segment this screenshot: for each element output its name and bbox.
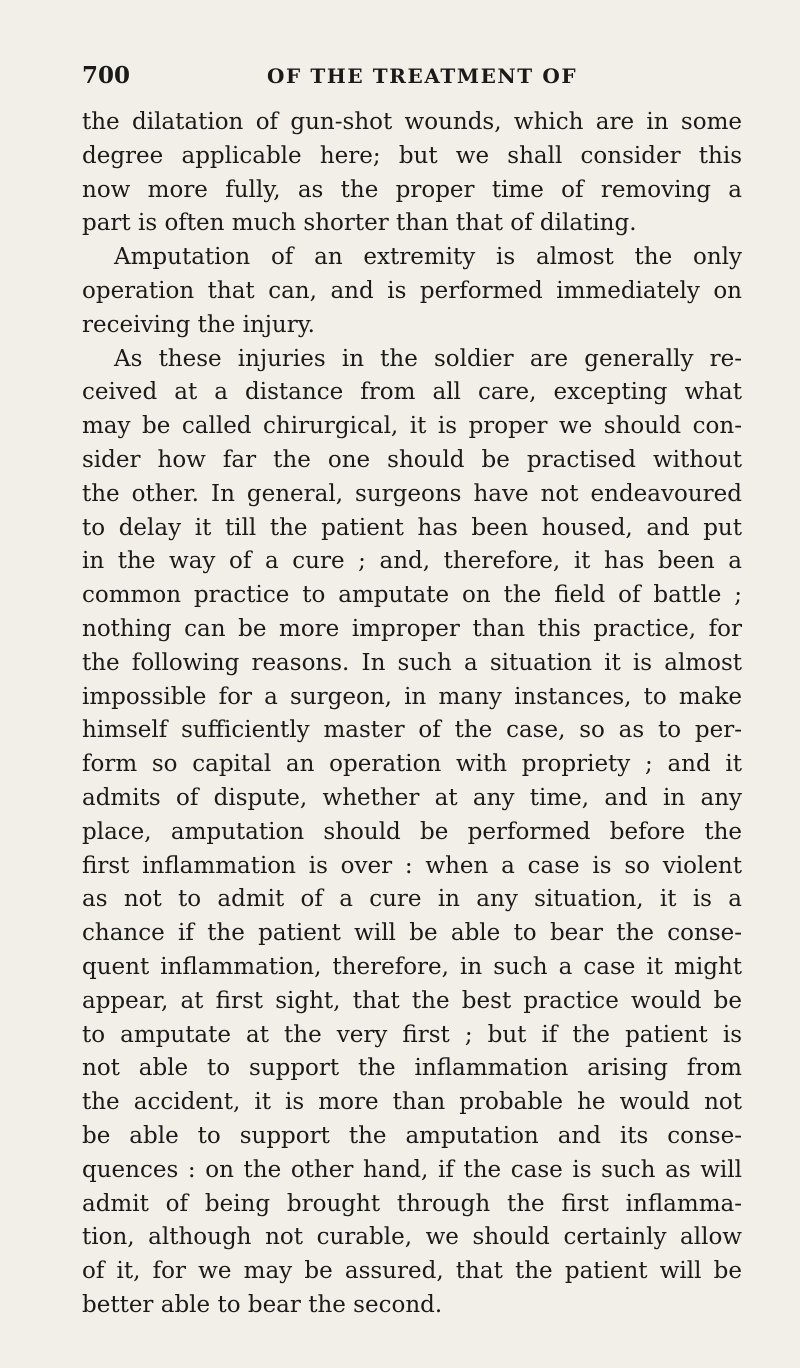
text-line: better able to bear the second. [82, 1291, 443, 1318]
text-line: himself sufficiently master of the case, so as to per- [82, 717, 742, 744]
text-line: tion, although not curable, we should certainly allow [82, 1224, 742, 1251]
text-line: appear, at first sight, that the best practice would be [82, 987, 742, 1014]
text-line: be able to support the amputation and its conse- [82, 1122, 742, 1149]
text-line: quences : on the other hand, if the case is such as will [82, 1156, 742, 1183]
text-line: quent inflammation, therefore, in such a case it might [82, 953, 742, 980]
text-line: admit of being brought through the first inflamma- [82, 1190, 742, 1217]
page-header [82, 62, 742, 94]
text-line: now more fully, as the proper time of removing a [82, 176, 742, 203]
text-line: impossible for a surgeon, in many instances, to make [82, 683, 742, 710]
text-line: common practice to amputate on the field of battle ; [82, 582, 742, 609]
page-number: 700 [82, 62, 131, 89]
text-line: chance if the patient will be able to bear the conse- [82, 920, 742, 947]
running-head: OF THE TREATMENT OF [267, 64, 578, 88]
text-line: As these injuries in the soldier are generally re- [114, 345, 742, 372]
text-line: sider how far the one should be practised without [82, 446, 742, 473]
text-line: part is often much shorter than that of dilating. [82, 210, 637, 237]
text-line: nothing can be more improper than this practice, for [82, 615, 742, 642]
text-line: operation that can, and is performed immediately on [82, 277, 742, 304]
text-line: not able to support the inflammation arising from [82, 1055, 742, 1082]
text-line: form so capital an operation with propriety ; and it [82, 751, 742, 778]
text-line: the other. In general, surgeons have not endeavoured [82, 480, 742, 507]
text-line: to amputate at the very first ; but if the patient is [82, 1021, 742, 1048]
text-line: Amputation of an extremity is almost the only [114, 244, 742, 271]
text-line: in the way of a cure ; and, therefore, it has been a [82, 548, 742, 575]
text-line: receiving the injury. [82, 311, 315, 338]
text-line: may be called chirurgical, it is proper we should con- [82, 413, 742, 440]
text-line: to delay it till the patient has been housed, and put [82, 514, 742, 541]
body-text [82, 106, 742, 1323]
text-line: as not to admit of a cure in any situation, it is a [82, 886, 742, 913]
text-line: the accident, it is more than probable he would not [82, 1089, 742, 1116]
text-line: the following reasons. In such a situation it is almost [82, 649, 742, 676]
text-line: first inflammation is over : when a case is so violent [82, 852, 742, 879]
text-line: ceived at a distance from all care, excepting what [82, 379, 742, 406]
text-line: admits of dispute, whether at any time, and in any [82, 784, 742, 811]
text-line: of it, for we may be assured, that the patient will be [82, 1258, 742, 1285]
text-line: the dilatation of gun-shot wounds, which are in some [82, 109, 742, 135]
text-line: place, amputation should be performed before the [82, 818, 742, 845]
text-line: degree applicable here; but we shall consider this [82, 142, 742, 169]
